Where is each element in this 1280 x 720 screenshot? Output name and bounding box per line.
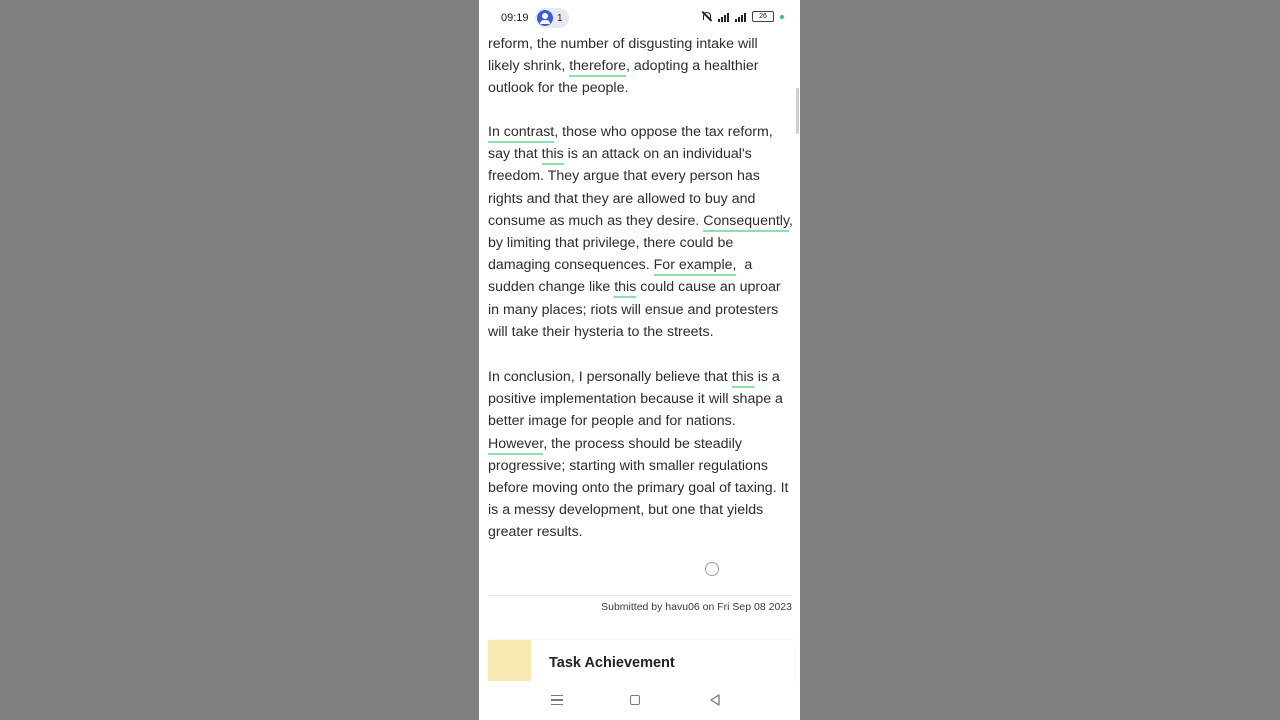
privacy-indicator-icon xyxy=(780,15,784,19)
transition-word[interactable]: Consequently xyxy=(703,213,789,232)
back-icon[interactable] xyxy=(709,694,721,706)
status-time: 09:19 xyxy=(501,12,529,24)
essay-text: , adopting a healthier outlook for the people. xyxy=(488,58,759,97)
user-icon xyxy=(537,10,553,26)
right-backdrop xyxy=(800,0,1280,720)
signal-icon xyxy=(735,12,746,22)
essay-text: In conclusion, I personally believe that xyxy=(488,369,732,385)
left-backdrop xyxy=(0,0,479,720)
essay-text: , by limiting that privilege, there could be damaging consequences. xyxy=(488,212,793,274)
signal-icon xyxy=(718,12,729,22)
transition-word[interactable]: this xyxy=(542,146,564,165)
essay-text: reform, the number of disgusting intake will xyxy=(488,36,758,52)
submitted-by-text: Submitted by havu06 on Fri Sep 08 2023 xyxy=(601,601,792,613)
status-icons xyxy=(702,11,784,22)
battery-icon: 26 xyxy=(752,11,774,22)
essay-text: , those who oppose the tax reform, say that xyxy=(488,124,773,163)
navigation-bar xyxy=(479,681,800,720)
essay-text: could cause an uproar in many places; riots will ensue and protesters will take their hysteria to the streets. xyxy=(488,279,781,340)
essay-text: , the process should be steadily progressive; starting with smaller regulations before moving onto the primary goal of taxing. It is a messy development, but one that yields greater results. xyxy=(488,435,789,541)
bell-off-icon xyxy=(702,11,712,22)
scrollbar[interactable] xyxy=(796,88,799,134)
menu-icon[interactable] xyxy=(551,695,563,705)
transition-word[interactable]: In contrast xyxy=(488,124,554,143)
transition-word[interactable]: For example, xyxy=(654,257,737,276)
essay-text: likely shrink, xyxy=(488,58,570,75)
divider xyxy=(488,595,792,596)
loading-spinner-icon xyxy=(705,562,719,576)
status-bar xyxy=(479,0,800,36)
home-icon[interactable] xyxy=(630,695,640,705)
essay-paragraph xyxy=(488,121,793,343)
transition-word[interactable]: this xyxy=(732,369,754,388)
essay-paragraph xyxy=(488,366,793,544)
card-title: Task Achievement xyxy=(549,655,675,671)
essay-text: is a positive implementation because it will shape a better image for people and for nations. xyxy=(488,369,783,430)
essay-text: a sudden change like xyxy=(488,257,757,296)
essay-text: is an attack on an individual's freedom. They argue that every person has rights and that they are allowed to buy and consume as much as they desire. xyxy=(488,146,760,229)
transition-word[interactable]: therefore xyxy=(569,58,626,77)
user-count: 1 xyxy=(557,12,563,24)
user-chip[interactable] xyxy=(535,8,569,28)
essay-paragraph xyxy=(488,33,793,100)
transition-word[interactable]: this xyxy=(614,279,636,298)
phone-screen xyxy=(479,0,800,720)
transition-word[interactable]: However xyxy=(488,436,543,455)
